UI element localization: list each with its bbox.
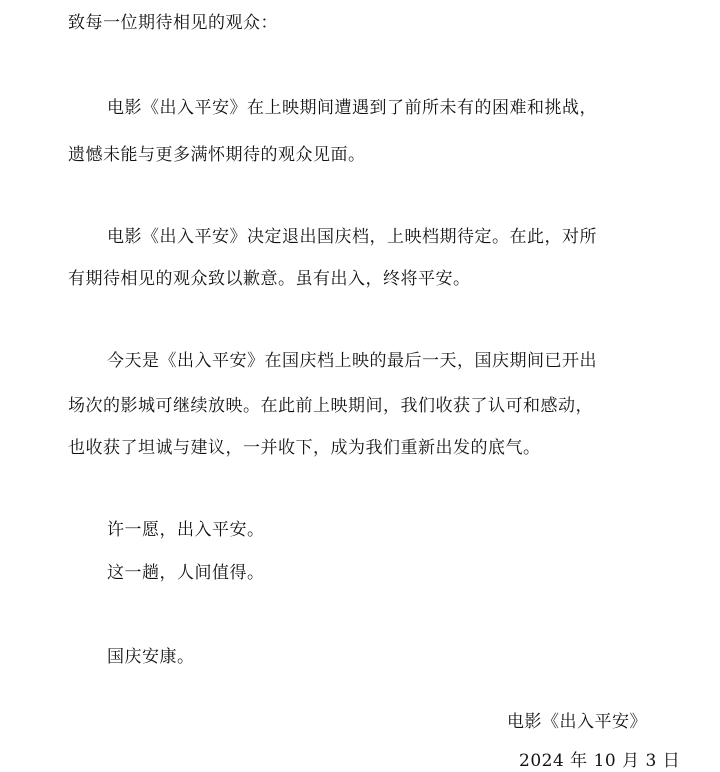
signature: 电影《出入平安》 [507,712,647,732]
paragraph-3-line-3: 也收获了坦诚与建议，一并收下，成为我们重新出发的底气。 [68,438,541,458]
closing-greeting: 国庆安康。 [107,647,195,667]
paragraph-2-line-2: 有期待相见的观众致以歉意。虽有出入，终将平安。 [68,269,471,289]
wish-line-2: 这一趟，人间值得。 [107,563,265,583]
date: 2024 年 10 月 3 日 [519,751,681,771]
salutation: 致每一位期待相见的观众： [68,13,278,33]
paragraph-2-line-1: 电影《出入平安》决定退出国庆档，上映档期待定。在此，对所 [107,227,597,247]
paragraph-1-line-1: 电影《出入平安》在上映期间遭遇到了前所未有的困难和挑战， [107,98,597,118]
paragraph-1-line-2: 遗憾未能与更多满怀期待的观众见面。 [68,145,366,165]
paragraph-3-line-2: 场次的影城可继续放映。在此前上映期间，我们收获了认可和感动， [68,396,593,416]
paragraph-3-line-1: 今天是《出入平安》在国庆档上映的最后一天，国庆期间已开出 [107,351,597,371]
wish-line-1: 许一愿，出入平安。 [107,520,265,540]
